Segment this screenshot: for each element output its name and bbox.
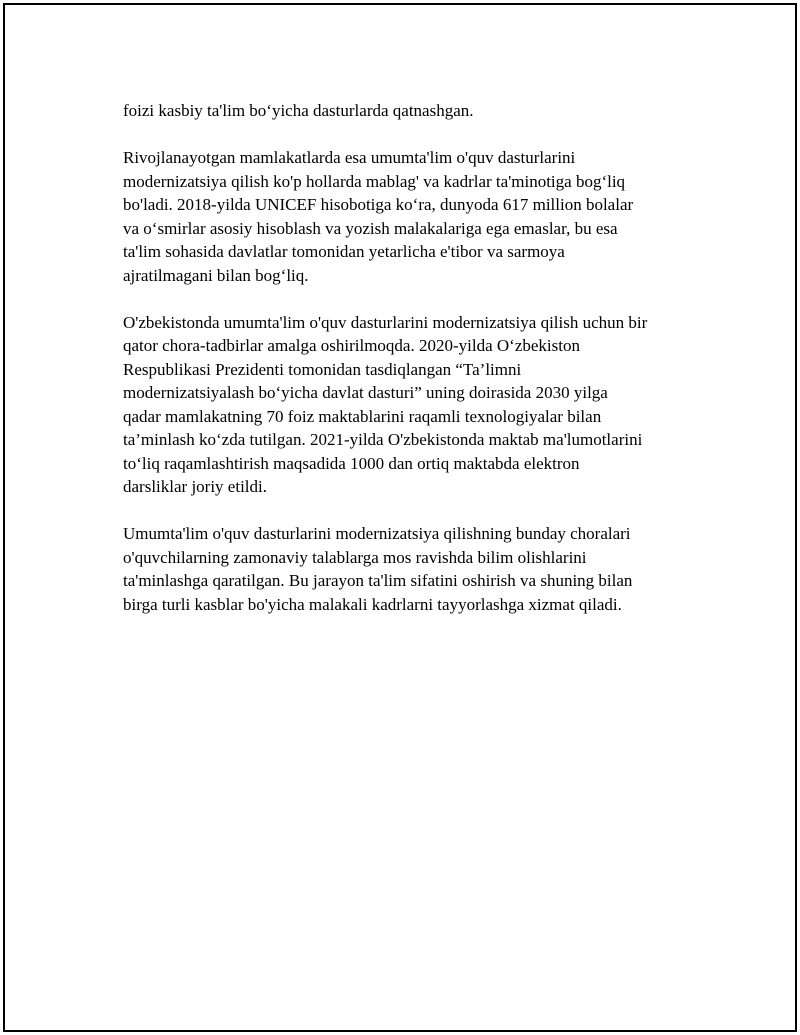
text-line: foizi kasbiy ta'lim bo‘yicha dasturlarda qatnashgan. bbox=[123, 101, 474, 120]
text-line: O'zbekistonda umumta'lim o'quv dasturlarini modernizatsiya qilish uchun bir bbox=[123, 312, 648, 332]
paragraph-3 bbox=[123, 311, 703, 499]
text-line: Respublikasi Prezidenti tomonidan tasdiqlangan “Ta’limni bbox=[123, 359, 522, 379]
text-line: ta'minlashga qaratilgan. Bu jarayon ta'lim sifatini oshirish va shuning bilan bbox=[123, 571, 633, 590]
text-line: to‘liq raqamlashtirish maqsadida 1000 dan ortiq maktabda elektron bbox=[123, 453, 580, 473]
text-line: modernizatsiyalash bo‘yicha davlat dasturi” uning doirasida 2030 yilga bbox=[123, 383, 608, 402]
page-frame bbox=[3, 3, 797, 1032]
text-line: va o‘smirlar asosiy hisoblash va yozish malakalariga ega emaslar, bu esa bbox=[123, 218, 618, 238]
page-content bbox=[123, 99, 703, 640]
text-line: qator chora-tadbirlar amalga oshirilmoqda. 2020-yilda O‘zbekiston bbox=[123, 336, 580, 355]
text-line: ta’minlash ko‘zda tutilgan. 2021-yilda O'zbekistonda maktab ma'lumotlarini bbox=[123, 430, 643, 449]
text-line: ajratilmagani bilan bog‘liq. bbox=[123, 265, 309, 285]
text-line: Umumta'lim o'quv dasturlarini modernizatsiya qilishning bunday choralari bbox=[123, 524, 631, 543]
paragraph-1 bbox=[123, 99, 703, 123]
paragraph-2 bbox=[123, 146, 703, 287]
text-line: darsliklar joriy etildi. bbox=[123, 477, 267, 496]
text-line: birga turli kasblar bo'yicha malakali kadrlarni tayyorlashga xizmat qiladi. bbox=[123, 594, 622, 614]
text-line: Rivojlanayotgan mamlakatlarda esa umumta'lim o'quv dasturlarini bbox=[123, 148, 576, 167]
paragraph-4 bbox=[123, 522, 703, 616]
text-line: modernizatsiya qilish ko'p hollarda mablag' va kadrlar ta'minotiga bog‘liq bbox=[123, 171, 626, 191]
text-line: o'quvchilarning zamonaviy talablarga mos ravishda bilim olishlarini bbox=[123, 547, 587, 567]
text-line: bo'ladi. 2018-yilda UNICEF hisobotiga ko‘ra, dunyoda 617 million bolalar bbox=[123, 195, 634, 214]
text-line: qadar mamlakatning 70 foiz maktablarini raqamli texnologiyalar bilan bbox=[123, 406, 602, 426]
text-line: ta'lim sohasida davlatlar tomonidan yetarlicha e'tibor va sarmoya bbox=[123, 242, 565, 261]
